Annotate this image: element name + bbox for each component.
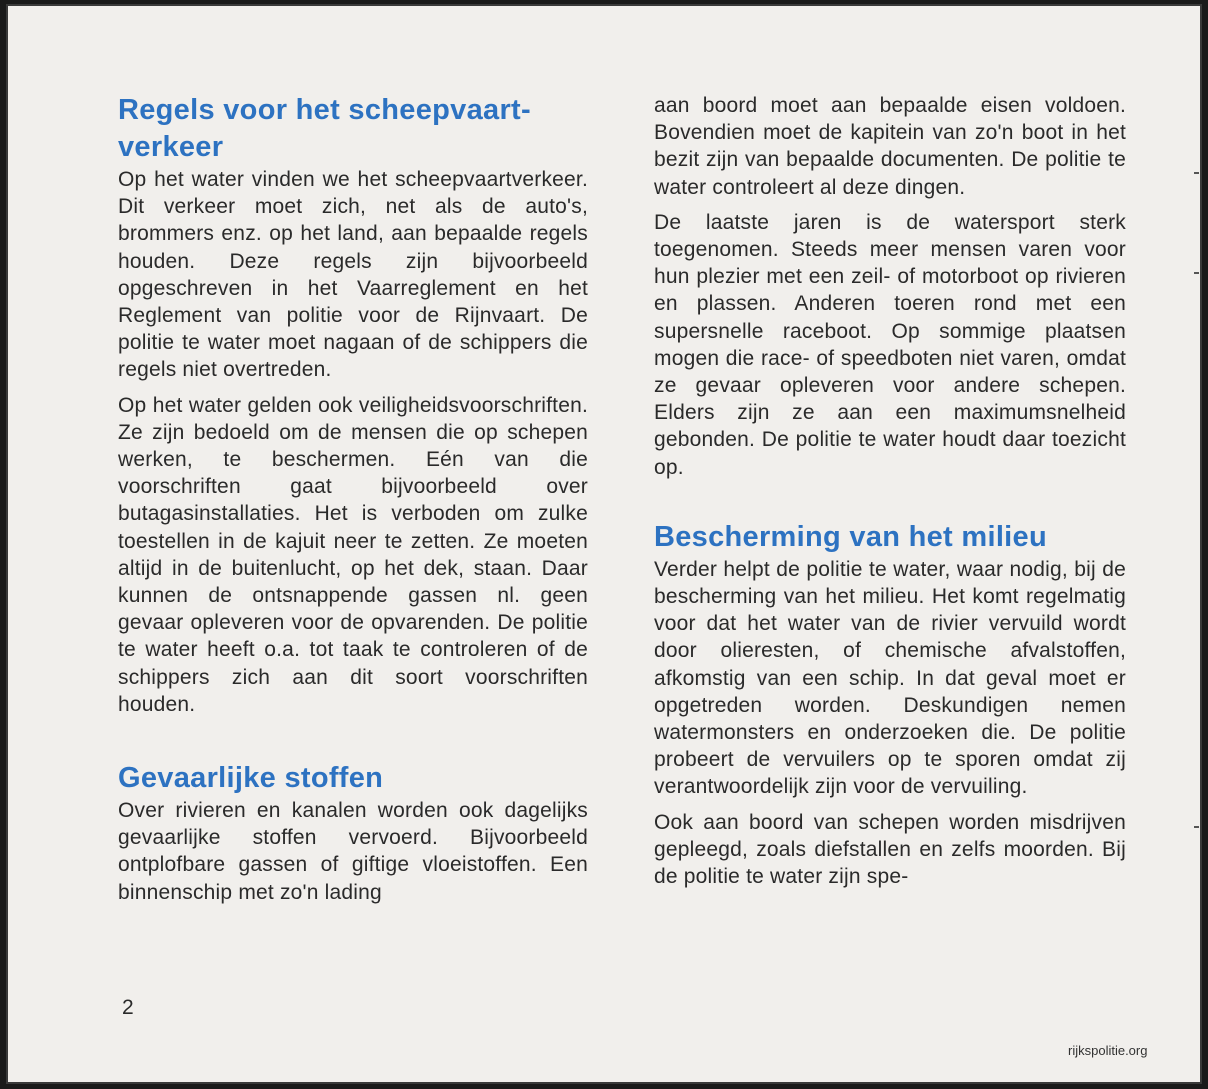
scan-mark — [1194, 172, 1199, 174]
section-heading-scheepvaartverkeer: Regels voor het scheepvaart-verkeer — [118, 94, 531, 163]
paragraph: Ook aan boord van schepen worden misdrijven gepleegd, zoals diefstallen en zelfs moorden. Bij de politie te water zijn spe- — [654, 810, 1126, 889]
watermark: rijkspolitie.org — [1068, 1043, 1148, 1058]
paragraph: Over rivieren en kanalen worden ook dagelijks gevaarlijke stoffen vervoerd. Bijvoorbeeld ontplofbare gassen of giftige vloeistoffen. Een binnenschip met zo'n lading — [118, 799, 588, 904]
section-heading-gevaarlijke-stoffen: Gevaarlijke stoffen — [118, 762, 384, 795]
right-column — [654, 92, 1126, 890]
paragraph: De laatste jaren is de watersport sterk toegenomen. Steeds meer mensen varen voor hun plezier met een zeil- of motorboot op rivieren en plassen. Anderen toeren rond met een supersnelle raceboot. Op sommige plaatsen mogen die race- of speedboten niet varen, omdat ze gevaar opleveren voor andere schepen. Elders zijn ze aan een maximumsnelheid gebonden. De politie te water houdt daar toezicht op. — [654, 210, 1126, 479]
scan-mark — [1194, 272, 1199, 274]
section-heading-milieu: Bescherming van het milieu — [654, 520, 1047, 553]
page-number: 2 — [122, 996, 134, 1019]
paragraph: Op het water gelden ook veiligheidsvoorschriften. Ze zijn bedoeld om de mensen die op schepen werken, te beschermen. Eén van die voorschriften gaat bijvoorbeeld over butagasinstallaties. Het is verboden om zulke toestellen in de kajuit neer te zetten. Ze moeten altijd in de buitenlucht, op het dek, staan. Daar kunnen de ontsnappende gassen nl. geen gevaar opleveren voor de opvarenden. De politie te water heeft o.a. tot taak te controleren of de schippers zich aan dit soort voorschriften houden. — [118, 393, 588, 716]
paragraph: Op het water vinden we het scheepvaartverkeer. Dit verkeer moet zich, net als de auto's, brommers enz. op het land, aan bepaalde regels houden. Deze regels zijn bijvoorbeeld opgeschreven in het Vaarreglement en het Reglement van politie voor de Rijnvaart. De politie te water moet nagaan of de schippers die regels niet overtreden. — [118, 168, 588, 382]
paragraph: Verder helpt de politie te water, waar nodig, bij de bescherming van het milieu. Het komt regelmatig voor dat het water van de rivier vervuild wordt door olieresten, of chemische afvalstoffen, afkomstig van een schip. In dat geval moet er opgetreden worden. Deskundigen nemen watermonsters en onderzoeken die. De politie probeert de vervuilers op te sporen omdat zij verantwoordelijk zijn voor de vervuiling. — [654, 557, 1126, 799]
book-page — [6, 4, 1202, 1084]
paragraph: aan boord moet aan bepaalde eisen voldoen. Bovendien moet de kapitein van zo'n boot in het bezit zijn van bepaalde documenten. De politie te water controleert al deze dingen. — [654, 94, 1126, 199]
scan-mark — [1194, 826, 1199, 828]
left-column — [118, 92, 588, 906]
